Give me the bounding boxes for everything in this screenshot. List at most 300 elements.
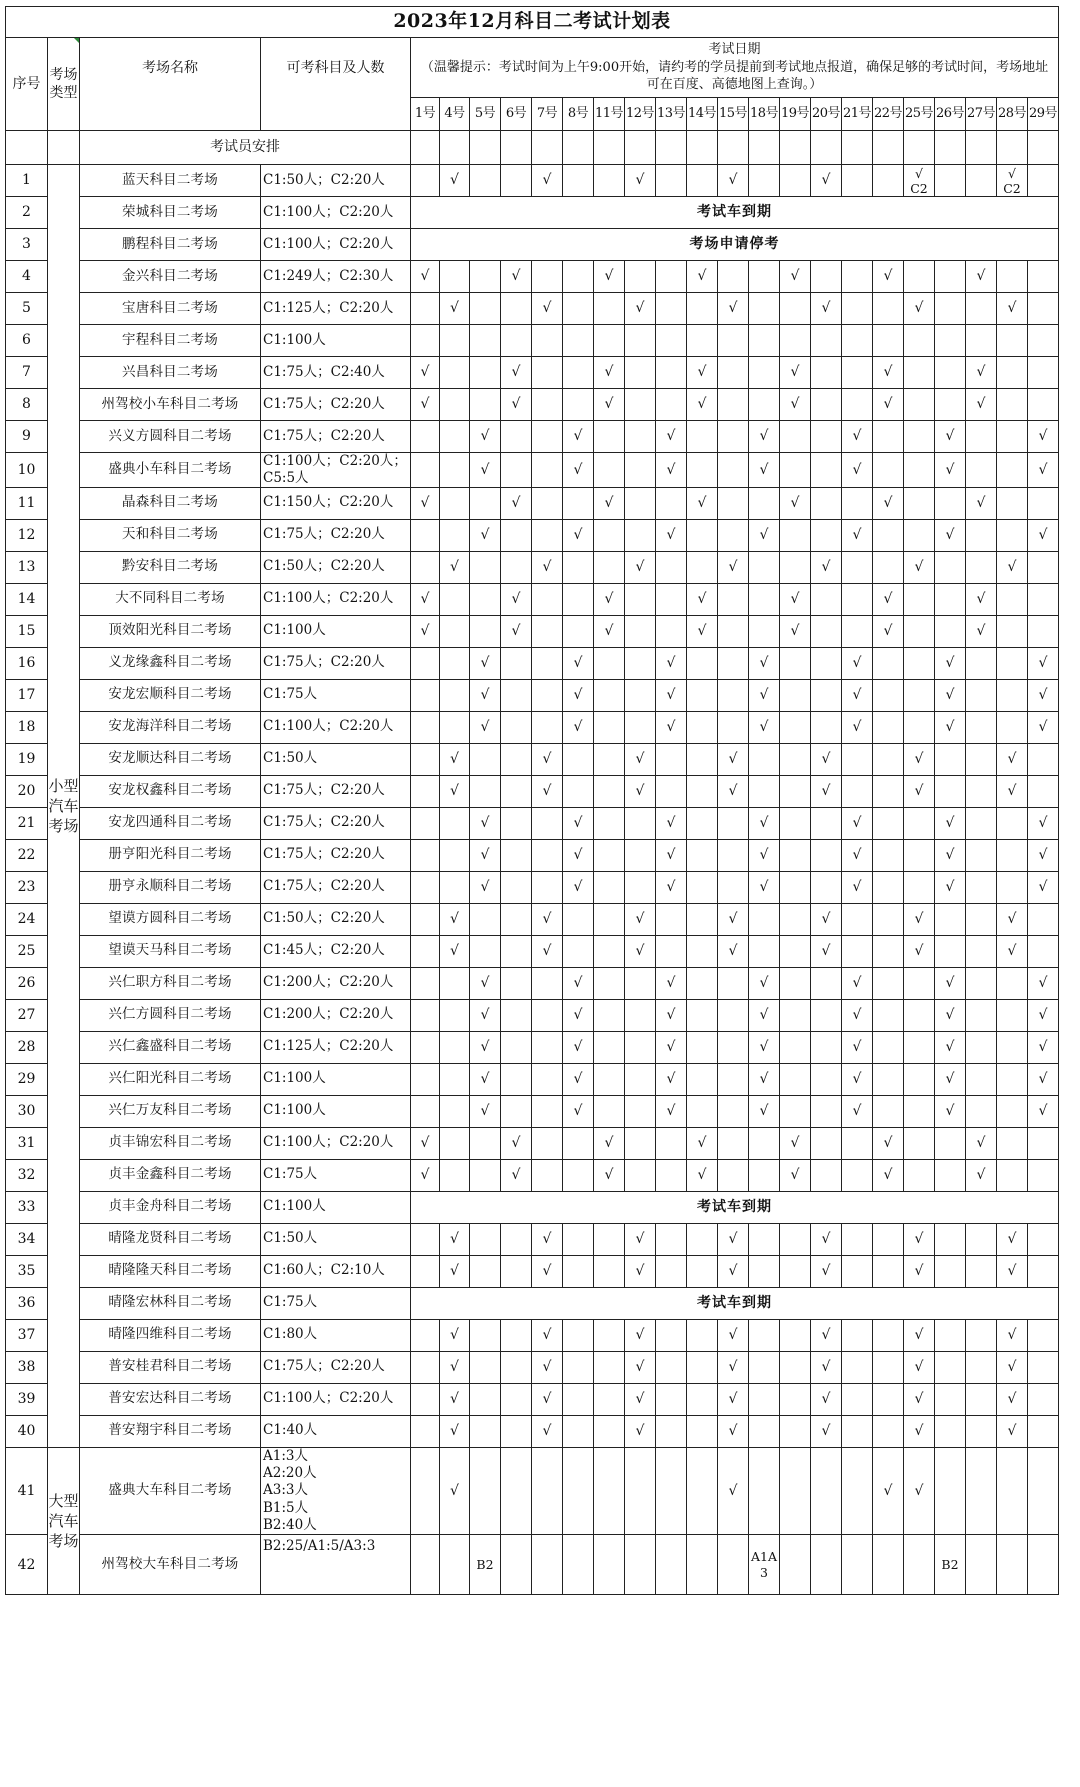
exam-day-empty [935, 325, 966, 357]
exam-day-empty [997, 357, 1028, 389]
exam-day-empty [563, 261, 594, 293]
exam-day-check: √ [749, 1031, 780, 1063]
exam-day-empty [470, 551, 501, 583]
exam-day-empty [532, 967, 563, 999]
exam-day-check: √ [1028, 839, 1059, 871]
exam-day-empty [501, 1447, 532, 1534]
exam-day-empty [625, 1063, 656, 1095]
exam-day-empty [411, 1447, 440, 1534]
exam-day-check: √ [749, 647, 780, 679]
exam-day-check: √ [625, 1255, 656, 1287]
exam-day-empty [718, 421, 749, 453]
exam-day-empty [966, 519, 997, 551]
table-row [6, 1319, 1059, 1351]
exam-day-empty [966, 679, 997, 711]
examiner-cell [440, 131, 470, 165]
exam-day-empty [656, 903, 687, 935]
row-number: 10 [6, 453, 48, 488]
exam-day-empty [904, 839, 935, 871]
examiner-cell [811, 131, 842, 165]
exam-day-check: √ [440, 1319, 470, 1351]
exam-day-check: √ [842, 807, 873, 839]
row-number: 25 [6, 935, 48, 967]
row-number: 6 [6, 325, 48, 357]
exam-day-empty [501, 1031, 532, 1063]
venue-subjects: C1:75人；C2:20人 [261, 421, 411, 453]
exam-day-check: √ [625, 1383, 656, 1415]
exam-day-label: B2 [470, 1535, 501, 1595]
exam-day-empty [656, 1447, 687, 1534]
status-note: 考试车到期 [411, 1191, 1059, 1223]
venue-subjects: C1:100人；C2:20人 [261, 1127, 411, 1159]
exam-day-empty [687, 647, 718, 679]
row-number: 29 [6, 1063, 48, 1095]
row-number: 21 [6, 807, 48, 839]
venue-subjects: C1:75人；C2:20人 [261, 871, 411, 903]
exam-day-empty [1028, 1319, 1059, 1351]
exam-day-empty [1028, 1351, 1059, 1383]
exam-day-empty [501, 1095, 532, 1127]
exam-day-check: √ [532, 903, 563, 935]
exam-day-check: √ [749, 453, 780, 488]
row-number: 8 [6, 389, 48, 421]
exam-day-check: √ [532, 1383, 563, 1415]
venue-name: 金兴科目二考场 [80, 261, 261, 293]
exam-day-empty [563, 1383, 594, 1415]
exam-day-empty [625, 453, 656, 488]
exam-day-empty [966, 935, 997, 967]
exam-day-empty [718, 325, 749, 357]
exam-day-empty [749, 551, 780, 583]
day-header: 1号 [411, 98, 440, 131]
exam-day-empty [842, 551, 873, 583]
row-number: 20 [6, 775, 48, 807]
exam-day-check: √ [470, 421, 501, 453]
exam-day-check: √ [749, 1095, 780, 1127]
exam-day-check: √ [470, 967, 501, 999]
venue-name: 兴仁职方科目二考场 [80, 967, 261, 999]
exam-day-empty [1028, 1383, 1059, 1415]
exam-day-check: √ [935, 871, 966, 903]
exam-day-empty [501, 1319, 532, 1351]
venue-name: 安龙四通科目二考场 [80, 807, 261, 839]
exam-day-empty [563, 1319, 594, 1351]
exam-day-empty [997, 967, 1028, 999]
exam-day-empty [440, 357, 470, 389]
exam-day-empty [532, 583, 563, 615]
row-number: 4 [6, 261, 48, 293]
exam-day-empty [625, 967, 656, 999]
exam-day-check: √ [935, 999, 966, 1031]
exam-day-empty [718, 647, 749, 679]
exam-day-empty [749, 165, 780, 197]
exam-day-empty [935, 551, 966, 583]
exam-day-empty [873, 325, 904, 357]
row-number: 1 [6, 165, 48, 197]
exam-day-check: √ [780, 1127, 811, 1159]
exam-day-empty [563, 1223, 594, 1255]
table-row [6, 1535, 1059, 1595]
venue-subjects: C1:50人；C2:20人 [261, 165, 411, 197]
exam-day-empty [440, 647, 470, 679]
exam-day-empty [966, 711, 997, 743]
exam-day-empty [873, 519, 904, 551]
exam-day-empty [780, 453, 811, 488]
exam-day-check: √ [501, 1159, 532, 1191]
exam-day-check: √ [532, 1351, 563, 1383]
exam-day-check: √ [842, 967, 873, 999]
exam-day-empty [687, 903, 718, 935]
exam-day-empty [935, 1223, 966, 1255]
examiner-cell [966, 131, 997, 165]
table-row [6, 293, 1059, 325]
venue-name: 安龙宏顺科目二考场 [80, 679, 261, 711]
exam-day-empty [501, 679, 532, 711]
exam-day-empty [411, 711, 440, 743]
venue-name: 贞丰金鑫科目二考场 [80, 1159, 261, 1191]
row-number: 38 [6, 1351, 48, 1383]
exam-day-empty [563, 1255, 594, 1287]
exam-day-check: √ [532, 293, 563, 325]
venue-name: 晴隆隆天科目二考场 [80, 1255, 261, 1287]
exam-day-empty [501, 711, 532, 743]
table-row [6, 679, 1059, 711]
exam-day-empty [563, 551, 594, 583]
exam-day-empty [532, 1127, 563, 1159]
exam-day-empty [625, 1127, 656, 1159]
examiner-cell [501, 131, 532, 165]
exam-day-empty [904, 453, 935, 488]
exam-day-empty [749, 261, 780, 293]
exam-day-empty [780, 807, 811, 839]
exam-day-check: √ [966, 261, 997, 293]
exam-day-empty [904, 421, 935, 453]
exam-day-empty [687, 711, 718, 743]
exam-day-empty [470, 935, 501, 967]
exam-day-empty [687, 1063, 718, 1095]
exam-day-check: √ [470, 453, 501, 488]
exam-day-empty [966, 839, 997, 871]
exam-day-check: √ [749, 871, 780, 903]
exam-day-empty [811, 421, 842, 453]
examiner-cell [625, 131, 656, 165]
table-row [6, 487, 1059, 519]
exam-day-empty [718, 357, 749, 389]
venue-subjects: C1:100人；C2:20人 [261, 711, 411, 743]
row-number: 42 [6, 1535, 48, 1595]
exam-day-empty [811, 615, 842, 647]
exam-day-check: √ [532, 775, 563, 807]
header-date-title: 考试日期 [708, 42, 761, 57]
exam-day-check: √ [904, 1319, 935, 1351]
exam-day-empty [935, 487, 966, 519]
exam-day-empty [501, 551, 532, 583]
exam-day-check: √ [718, 1415, 749, 1447]
exam-day-empty [842, 583, 873, 615]
exam-day-empty [687, 1447, 718, 1534]
exam-day-empty [873, 935, 904, 967]
day-header: 4号 [440, 98, 470, 131]
table-row [6, 1415, 1059, 1447]
exam-day-empty [780, 1447, 811, 1534]
table-row [6, 871, 1059, 903]
exam-day-empty [501, 743, 532, 775]
exam-day-check: √ [842, 453, 873, 488]
exam-day-check: √ [935, 1063, 966, 1095]
exam-day-empty [440, 583, 470, 615]
exam-day-empty [687, 1223, 718, 1255]
row-number: 23 [6, 871, 48, 903]
exam-day-empty [687, 743, 718, 775]
exam-day-empty [411, 519, 440, 551]
exam-day-empty [594, 1383, 625, 1415]
exam-day-check: √ [935, 1031, 966, 1063]
exam-day-empty [966, 743, 997, 775]
exam-day-check: √ [904, 1383, 935, 1415]
exam-day-empty [470, 615, 501, 647]
exam-day-empty [594, 1319, 625, 1351]
exam-day-empty [873, 1319, 904, 1351]
exam-day-empty [966, 807, 997, 839]
header-date-note: （温馨提示：考试时间为上午9:00开始，请约考的学员提前到考试地点报道，确保足够的考试时间，考场地址可在百度、高德地图上查询。） [420, 59, 1049, 93]
exam-day-empty [625, 1535, 656, 1595]
exam-day-empty [780, 903, 811, 935]
exam-day-check: √ [966, 357, 997, 389]
day-header: 22号 [873, 98, 904, 131]
exam-day-empty [1028, 551, 1059, 583]
exam-day-empty [594, 871, 625, 903]
exam-day-empty [563, 1447, 594, 1534]
exam-day-empty [966, 1255, 997, 1287]
exam-day-empty [656, 165, 687, 197]
exam-day-empty [811, 261, 842, 293]
venue-subjects: C1:75人；C2:20人 [261, 839, 411, 871]
exam-day-empty [656, 935, 687, 967]
exam-day-empty [440, 1127, 470, 1159]
exam-day-check: √ [440, 935, 470, 967]
exam-day-check: √ [749, 807, 780, 839]
venue-subjects: C1:75人 [261, 679, 411, 711]
exam-day-empty [1028, 1447, 1059, 1534]
exam-day-empty [811, 1063, 842, 1095]
exam-day-check: √ [470, 679, 501, 711]
exam-day-empty [440, 839, 470, 871]
exam-day-empty [873, 711, 904, 743]
exam-day-empty [904, 389, 935, 421]
exam-day-check: √ [625, 1351, 656, 1383]
venue-subjects: C1:45人；C2:20人 [261, 935, 411, 967]
exam-day-empty [997, 487, 1028, 519]
exam-day-empty [625, 261, 656, 293]
exam-day-empty [873, 775, 904, 807]
exam-day-empty [749, 1255, 780, 1287]
exam-day-empty [811, 325, 842, 357]
exam-day-check: √ [1028, 519, 1059, 551]
exam-day-empty [532, 1031, 563, 1063]
exam-day-empty [904, 871, 935, 903]
exam-day-check: √ [873, 389, 904, 421]
table-row [6, 1447, 1059, 1534]
exam-day-empty [966, 1031, 997, 1063]
row-number: 12 [6, 519, 48, 551]
exam-day-check: √ [656, 519, 687, 551]
day-header: 7号 [532, 98, 563, 131]
exam-day-check: √ [811, 1319, 842, 1351]
exam-day-empty [811, 711, 842, 743]
exam-day-empty [411, 935, 440, 967]
examiner-cell [687, 131, 718, 165]
exam-day-check: √ [501, 615, 532, 647]
exam-day-empty [811, 1095, 842, 1127]
exam-day-empty [594, 935, 625, 967]
exam-day-empty [440, 807, 470, 839]
exam-day-empty [656, 1383, 687, 1415]
venue-name: 普安宏达科目二考场 [80, 1383, 261, 1415]
exam-day-empty [780, 871, 811, 903]
exam-day-check: √ [842, 519, 873, 551]
check-mark: √ [915, 165, 923, 181]
exam-day-check: √ [966, 487, 997, 519]
exam-day-empty [935, 1447, 966, 1534]
exam-day-empty [811, 999, 842, 1031]
exam-day-check: √ [873, 357, 904, 389]
exam-day-empty [687, 807, 718, 839]
exam-day-check: √ [749, 999, 780, 1031]
exam-day-empty [1028, 487, 1059, 519]
exam-day-empty [501, 519, 532, 551]
exam-day-check: √ [780, 583, 811, 615]
row-number: 14 [6, 583, 48, 615]
exam-day-empty [687, 453, 718, 488]
exam-day-empty [1028, 1223, 1059, 1255]
exam-day-check: √ [1028, 1031, 1059, 1063]
exam-day-empty [687, 1031, 718, 1063]
venue-name: 晴隆四维科目二考场 [80, 1319, 261, 1351]
examiner-cell [656, 131, 687, 165]
exam-day-check: √ [997, 551, 1028, 583]
exam-day-empty [1028, 261, 1059, 293]
exam-day-empty [440, 615, 470, 647]
venue-subjects: C1:100人 [261, 1095, 411, 1127]
table-row [6, 1255, 1059, 1287]
exam-day-empty [470, 357, 501, 389]
table-row [6, 1031, 1059, 1063]
exam-day-empty [842, 1415, 873, 1447]
venue-subjects: C1:100人；C2:20人 [261, 583, 411, 615]
exam-day-empty [718, 1095, 749, 1127]
venue-name: 州驾校大车科目二考场 [80, 1535, 261, 1595]
exam-day-check: √ [501, 1127, 532, 1159]
exam-day-empty [1028, 583, 1059, 615]
exam-day-empty [1028, 325, 1059, 357]
exam-day-empty [780, 293, 811, 325]
exam-day-empty [501, 903, 532, 935]
exam-day-empty [749, 583, 780, 615]
exam-day-empty [904, 967, 935, 999]
exam-day-empty [873, 551, 904, 583]
exam-day-empty [997, 1159, 1028, 1191]
venue-subjects: C1:75人 [261, 1287, 411, 1319]
exam-day-check: √ [563, 871, 594, 903]
table-row [6, 775, 1059, 807]
exam-day-empty [411, 1223, 440, 1255]
examiner-cell [718, 131, 749, 165]
examiner-cell [470, 131, 501, 165]
venue-name: 宇程科目二考场 [80, 325, 261, 357]
exam-day-empty [966, 1095, 997, 1127]
exam-day-check: √ [594, 615, 625, 647]
exam-day-empty [687, 421, 718, 453]
exam-day-empty [718, 839, 749, 871]
exam-day-check: √ [411, 389, 440, 421]
exam-day-check: √ [1028, 1063, 1059, 1095]
exam-day-empty [687, 1351, 718, 1383]
exam-day-empty [749, 1319, 780, 1351]
exam-day-check: √ [904, 743, 935, 775]
venue-name: 册亨永顺科目二考场 [80, 871, 261, 903]
exam-day-check: √ [842, 679, 873, 711]
day-header: 20号 [811, 98, 842, 131]
exam-day-empty [532, 1159, 563, 1191]
exam-day-empty [842, 1159, 873, 1191]
exam-day-empty [656, 487, 687, 519]
examiner-cell [873, 131, 904, 165]
exam-day-empty [780, 999, 811, 1031]
exam-day-empty [656, 261, 687, 293]
exam-day-empty [625, 999, 656, 1031]
exam-day-check: √ [563, 807, 594, 839]
exam-day-empty [411, 453, 440, 488]
exam-day-check: √ [625, 165, 656, 197]
exam-day-empty [718, 389, 749, 421]
check-mark: √ [1008, 165, 1016, 181]
exam-day-empty [411, 807, 440, 839]
exam-day-label: C2 [1003, 180, 1021, 196]
exam-day-check: √ [1028, 711, 1059, 743]
exam-day-check [997, 165, 1028, 197]
row-number: 28 [6, 1031, 48, 1063]
examiner-cell [780, 131, 811, 165]
table-row [6, 229, 1059, 261]
exam-day-empty [718, 1159, 749, 1191]
exam-day-empty [687, 1415, 718, 1447]
exam-day-check: √ [563, 1063, 594, 1095]
venue-subjects: C1:50人；C2:20人 [261, 551, 411, 583]
exam-day-empty [411, 775, 440, 807]
exam-day-empty [470, 1415, 501, 1447]
exam-day-check: √ [625, 775, 656, 807]
exam-day-check: √ [532, 935, 563, 967]
day-header: 25号 [904, 98, 935, 131]
exam-day-empty [842, 487, 873, 519]
exam-day-empty [966, 551, 997, 583]
row-number: 3 [6, 229, 48, 261]
venue-name: 安龙权鑫科目二考场 [80, 775, 261, 807]
exam-day-check: √ [935, 421, 966, 453]
exam-day-check: √ [935, 519, 966, 551]
exam-day-empty [780, 1095, 811, 1127]
exam-day-check: √ [563, 421, 594, 453]
day-header: 29号 [1028, 98, 1059, 131]
exam-day-empty [780, 165, 811, 197]
exam-day-empty [532, 519, 563, 551]
exam-day-label: A1A3 [749, 1535, 780, 1595]
exam-day-check: √ [811, 935, 842, 967]
exam-day-empty [935, 1159, 966, 1191]
exam-day-empty [440, 1031, 470, 1063]
exam-day-empty [966, 903, 997, 935]
exam-day-empty [935, 1351, 966, 1383]
